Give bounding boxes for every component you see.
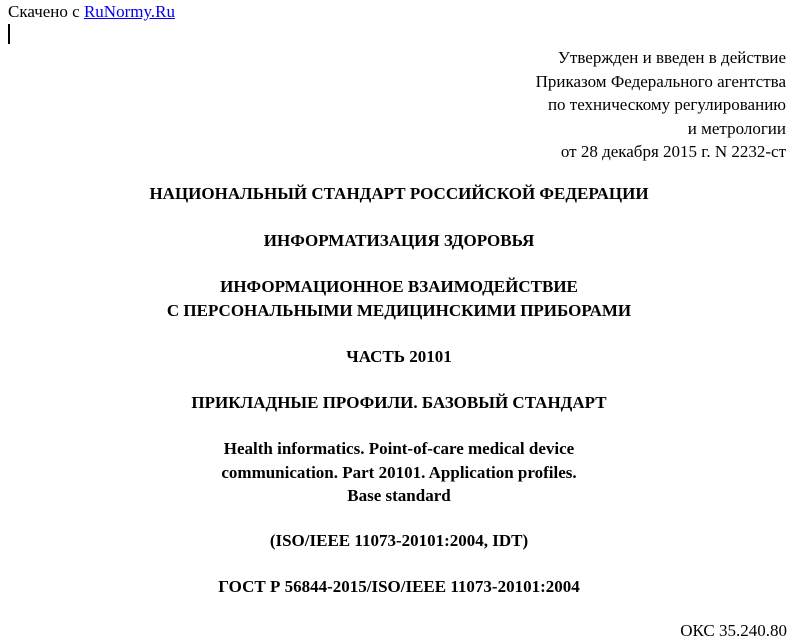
topic-heading (0, 275, 790, 322)
english-title-line: communication. Part 20101. Application profiles. (221, 462, 577, 482)
gost-number: ГОСТ Р 56844-2015/ISO/IEEE 11073-20101:2004 (218, 577, 580, 596)
approval-line: Приказом Федерального агентства (535, 71, 786, 91)
okc-code: ОКС 35.240.80 (680, 621, 787, 640)
iso-reference: (ISO/IEEE 11073-20101:2004, IDT) (269, 531, 529, 550)
english-title-line: Base standard (347, 486, 451, 505)
topic-line: С ПЕРСОНАЛЬНЫМИ МЕДИЦИНСКИМИ ПРИБОРАМИ (166, 300, 632, 320)
source-prefix: Скачено с (8, 2, 84, 21)
source-line (8, 2, 175, 22)
national-standard-heading: НАЦИОНАЛЬНЫЙ СТАНДАРТ РОССИЙСКОЙ ФЕДЕРАЦИИ (149, 184, 649, 203)
approval-block (366, 46, 786, 164)
topic-line: ИНФОРМАЦИОННОЕ ВЗАИМОДЕЙСТВИЕ (220, 277, 578, 296)
source-link[interactable]: RuNormy.Ru (83, 2, 175, 21)
approval-line: от 28 декабря 2015 г. N 2232-ст (560, 142, 786, 161)
text-cursor (8, 24, 10, 44)
english-title-line: Health informatics. Point-of-care medical device (223, 439, 575, 458)
approval-line: и метрологии (687, 118, 786, 138)
field-heading: ИНФОРМАТИЗАЦИЯ ЗДОРОВЬЯ (263, 231, 535, 250)
english-title (0, 437, 790, 508)
subtitle-heading: ПРИКЛАДНЫЕ ПРОФИЛИ. БАЗОВЫЙ СТАНДАРТ (191, 393, 607, 412)
approval-line: по техническому регулированию (547, 95, 786, 114)
part-heading: ЧАСТЬ 20101 (346, 347, 452, 366)
approval-line: Утвержден и введен в действие (557, 48, 786, 67)
